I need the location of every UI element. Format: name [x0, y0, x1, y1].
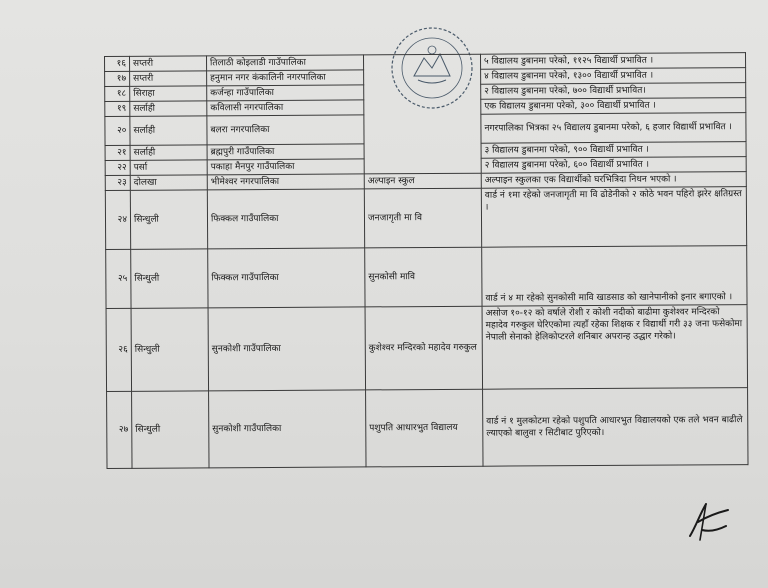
school-cell: [363, 54, 481, 174]
palika-cell: हनुमान नगर कंकालिनी नगरपालिका: [207, 70, 364, 86]
table-row: [106, 246, 747, 309]
remarks-cell: एक विद्यालय डुबानमा परेको, ३०० विद्यार्थी प्रभावित ।: [481, 98, 746, 115]
palika-cell: फिक्कल गाउँपालिका: [207, 189, 364, 249]
district-cell: सिन्धुली: [132, 391, 209, 468]
flood-impact-table: [104, 52, 749, 469]
remarks-cell: नगरपालिका भित्रका २५ विद्यालय डुबानमा परेको, ६ हजार विद्यार्थी प्रभावित ।: [481, 113, 746, 144]
school-cell: कुशेश्वर मन्दिरको महादेव गरुकुल: [365, 306, 483, 390]
district-cell: सिन्धुली: [130, 190, 207, 249]
remarks-cell: २ विद्यालय डुबानमा परेको, ७०० विद्यार्थी प्रभावित।: [481, 83, 746, 100]
serial-cell: २१: [105, 145, 130, 160]
serial-cell: १८: [105, 86, 130, 101]
serial-cell: २०: [105, 116, 130, 145]
serial-cell: २४: [105, 190, 130, 249]
district-cell: सप्तरी: [130, 56, 207, 71]
palika-cell: सुनकोशी गाउँपालिका: [208, 307, 366, 391]
serial-cell: २५: [106, 249, 131, 308]
serial-cell: १६: [105, 56, 130, 71]
palika-cell: फिक्कल गाउँपालिका: [208, 248, 365, 308]
district-cell: सर्लाही: [130, 145, 207, 160]
remarks-cell: वार्ड नं ४ मा रहेको सुनकोसी मावि खाडसाड को खानेपानीको इनार बगाएको ।: [482, 246, 747, 307]
serial-cell: २२: [105, 160, 130, 175]
handwritten-signature: [676, 496, 736, 546]
serial-cell: १९: [105, 101, 130, 116]
palika-cell: ब्रह्मपुरी गाउँपालिका: [207, 144, 364, 160]
district-cell: सर्लाही: [130, 116, 207, 145]
palika-cell: तिलाठी कोइलाडी गाउँपालिका: [207, 55, 364, 71]
serial-cell: २७: [107, 391, 132, 468]
school-cell: जनजागृती मा वि: [364, 188, 481, 248]
palika-cell: सुनकोशी गाउँपालिका: [209, 390, 366, 468]
remarks-cell: ३ विद्यालय डुबानमा परेको, ९०० विद्यार्थी प्रभावित ।: [481, 142, 746, 159]
district-cell: सिन्धुली: [131, 308, 209, 391]
table-row: [107, 388, 748, 469]
district-cell: सिराहा: [130, 86, 207, 101]
district-cell: दोलखा: [130, 175, 207, 190]
table-row: [106, 305, 747, 392]
serial-cell: २३: [105, 175, 130, 190]
serial-cell: २६: [106, 308, 132, 391]
school-cell: पशुपति आधारभुत विद्यालय: [366, 389, 483, 467]
remarks-cell: २ विद्यालय डुबानमा परेको, ६०० विद्यार्थी प्रभावित ।: [481, 157, 746, 174]
remarks-cell: अल्पाइन स्कुलका एक विद्यार्थीको घरभित्रिदा निधन भएको ।: [481, 172, 746, 189]
palika-cell: भीमेश्वर नगरपालिका: [207, 174, 364, 190]
signature-icon: [676, 496, 736, 546]
serial-cell: १७: [105, 71, 130, 86]
district-cell: सर्लाही: [130, 101, 207, 116]
remarks-cell: वार्ड नं १मा रहेको जनजागृती मा वि ढोडेनीको २ कोठे भवन पहिरो झरेर क्षतिग्रस्त ।: [481, 187, 746, 248]
district-cell: पर्सा: [130, 160, 207, 175]
palika-cell: कर्जन्हा गाउँपालिका: [207, 85, 364, 101]
palika-cell: बलरा नगरपालिका: [207, 115, 364, 145]
palika-cell: कविलासी नगरपालिका: [207, 100, 364, 116]
remarks-cell: असोज १०-१२ को वर्षाले रोशी र कोशी नदीको बाढीमा कुशेश्वर मन्दिरको महादेव गरुकुल घेरिएकोमा त्यहाँ रहेका शिक्षक र विद्यार्थी गरी ३३ जना फसेकोमा नेपाली सेनाको हेलिकोप्टरले शनिबार अपरान्ह उद्धार गरेको।: [482, 305, 748, 390]
remarks-cell: वार्ड नं १ मुलकोटमा रहेको पशुपति आधारभुत विद्यालयको एक तले भवन बाढीले ल्याएको बालुवा र सिटीबाट पुरिएको।: [483, 388, 748, 467]
district-cell: सिन्धुली: [131, 249, 208, 308]
school-cell: सुनकोसी मावि: [365, 247, 482, 307]
remarks-cell: ४ विद्यालय डुबानमा परेको, १३०० विद्यार्थी प्रभावित ।: [481, 68, 746, 85]
school-cell: अल्पाइन स्कुल: [364, 173, 481, 189]
district-cell: सप्तरी: [130, 71, 207, 86]
palika-cell: पकाहा मैनपुर गाउँपालिका: [207, 159, 364, 175]
remarks-cell: ५ विद्यालय डुबानमा परेको, ११२५ विद्यार्थी प्रभावित ।: [480, 53, 745, 70]
table-row: [105, 187, 746, 250]
